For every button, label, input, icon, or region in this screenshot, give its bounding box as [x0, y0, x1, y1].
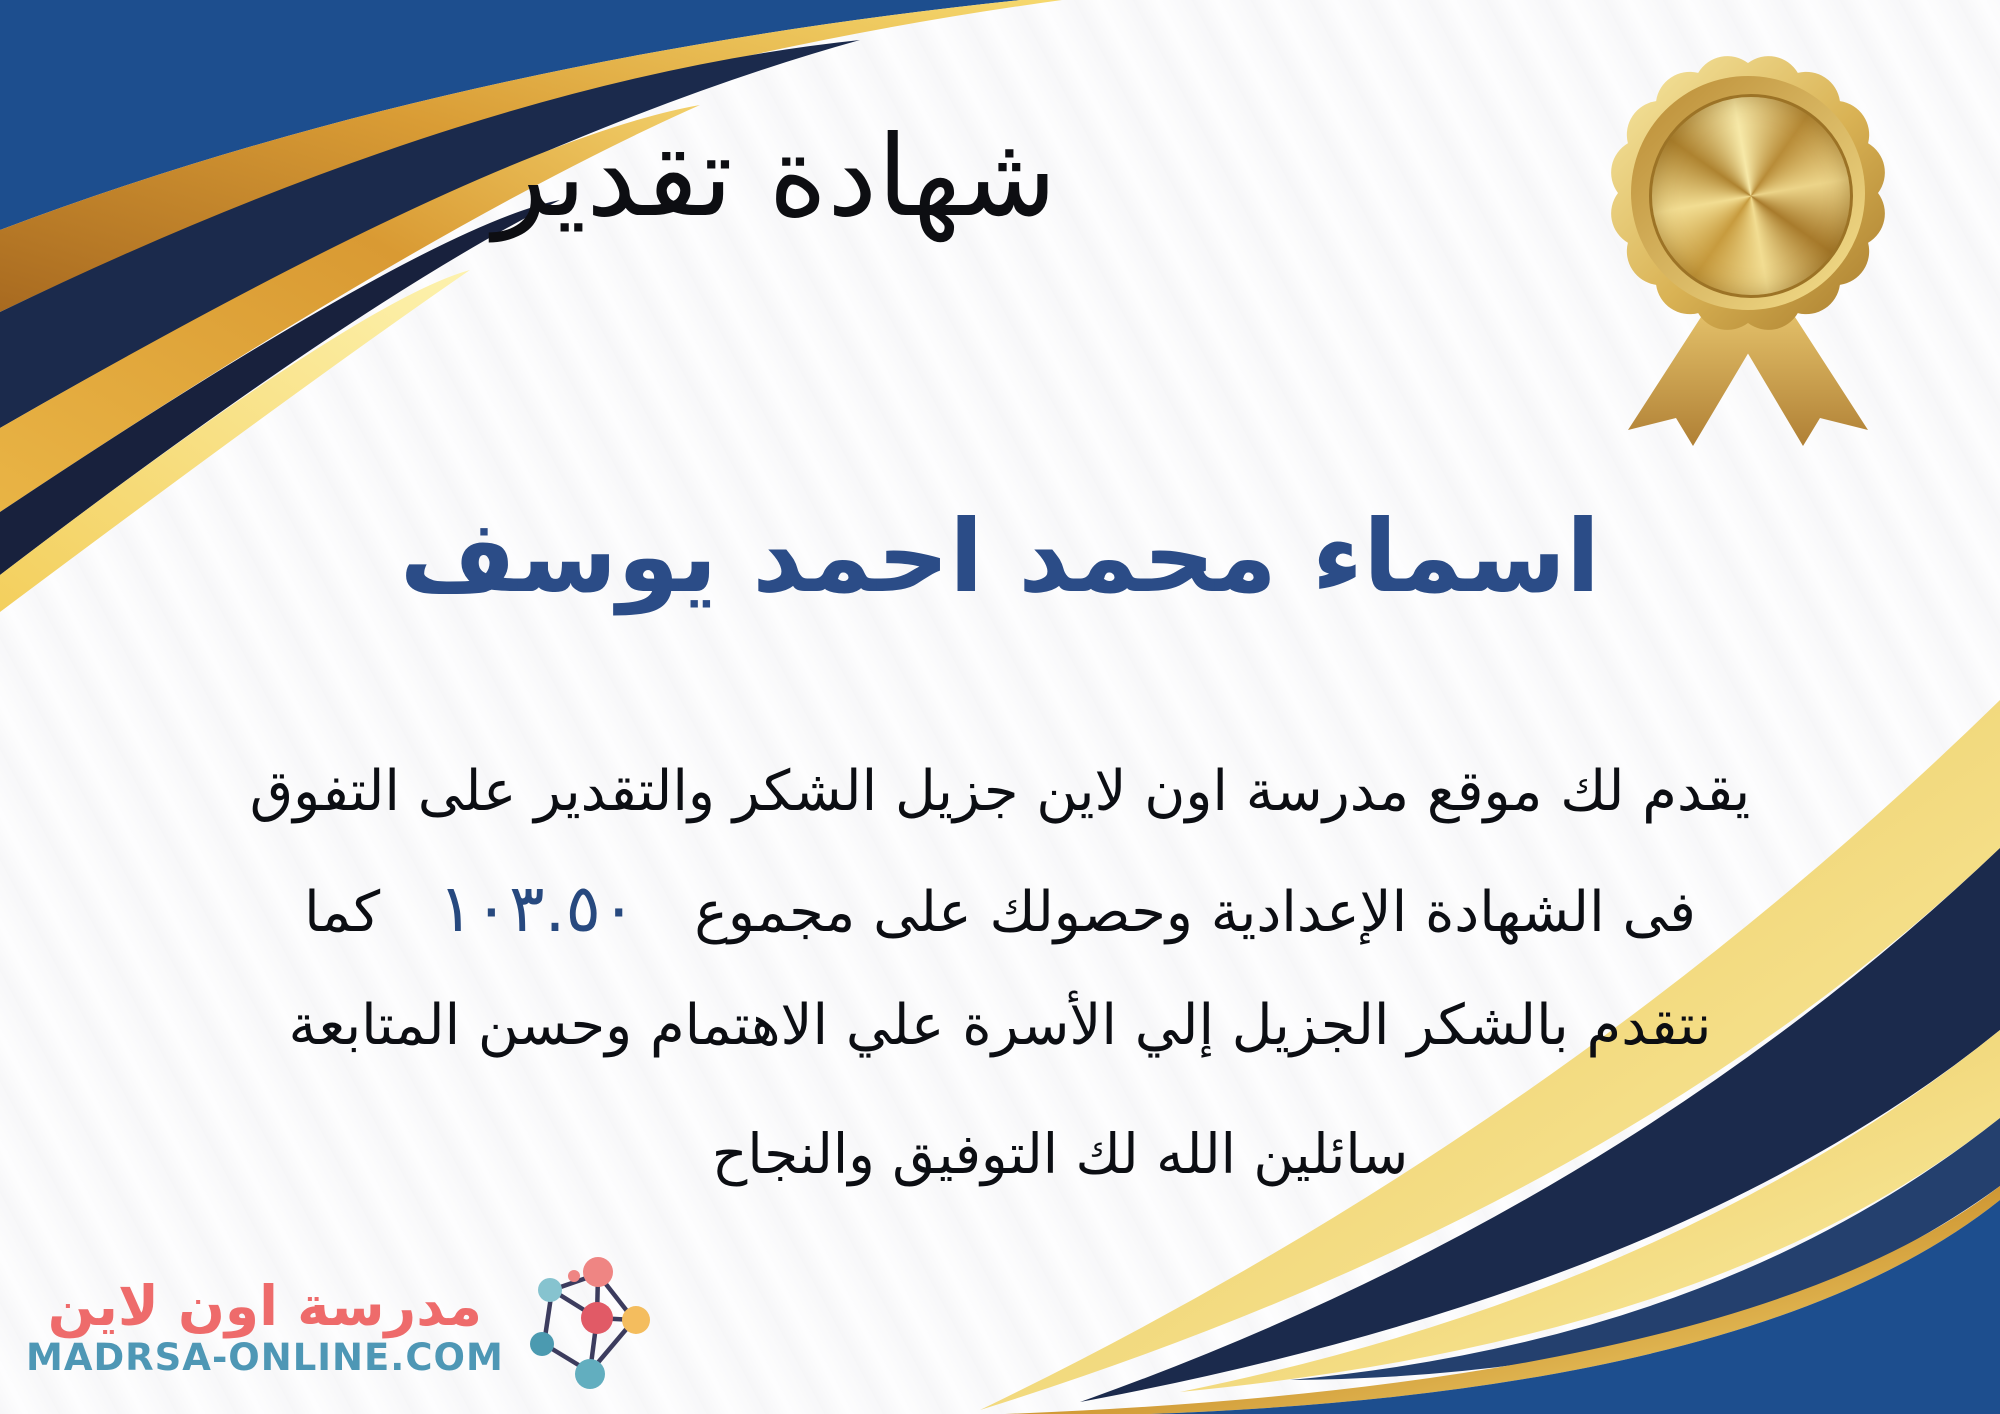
body-line-1: يقدم لك موقع مدرسة اون لاين جزيل الشكر والتقدير على التفوق — [249, 759, 1751, 824]
student-name: اسماء محمد احمد يوسف — [399, 498, 1601, 615]
logo-node — [538, 1278, 562, 1302]
medal-disc — [1649, 94, 1853, 298]
body-line-3: نتقدم بالشكر الجزيل إلي الأسرة علي الاهتمام وحسن المتابعة — [288, 993, 1712, 1059]
certificate-title: شهادة تقدير — [493, 112, 1057, 242]
logo-node — [568, 1270, 580, 1282]
brand-domain: MADRSA-ONLINE.COM — [26, 1336, 504, 1380]
logo-node — [575, 1359, 605, 1389]
brand-texts — [26, 1275, 504, 1379]
closing-line: سائلين الله لك التوفيق والنجاح — [711, 1122, 1409, 1186]
score-value: ١٠٣.٥٠ — [438, 869, 637, 947]
brand-name-arabic: مدرسة اون لاين — [47, 1274, 483, 1339]
certificate-body — [0, 738, 2000, 1080]
brand-logo-icon — [520, 1256, 652, 1398]
logo-node — [530, 1332, 554, 1356]
gold-medal-icon — [1598, 30, 1898, 450]
body-line-2 — [0, 846, 2000, 973]
logo-node — [583, 1257, 613, 1287]
body-line-2-text: فى الشهادة الإعدادية وحصولك على مجموع — [694, 879, 1696, 945]
body-line-2-tail: كما — [304, 879, 381, 945]
logo-node — [581, 1302, 613, 1334]
logo-node — [622, 1306, 650, 1334]
brand-footer — [26, 1256, 652, 1398]
